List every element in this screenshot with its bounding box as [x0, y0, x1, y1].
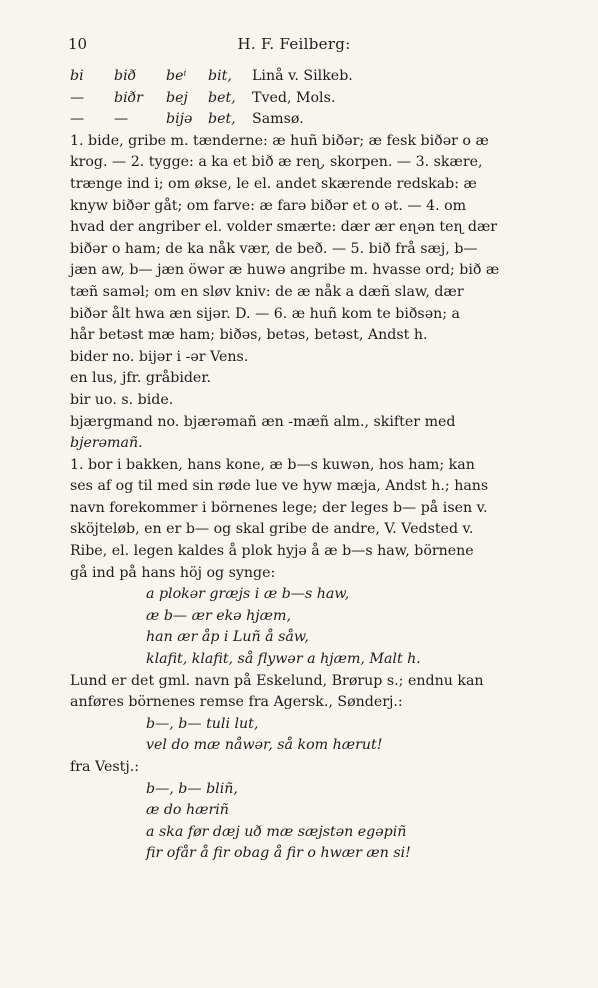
text-line: bjerəmañ. [70, 435, 143, 452]
form-col2: biðr [114, 89, 143, 106]
text-line: anføres börnenes remse fra Agersk., Sønderj.: [70, 694, 403, 711]
entry-bjaergmand: bjærgmand no. bjærəmañ æn -mæñ alm., skifter med [70, 413, 456, 430]
form-col2: bið [114, 68, 137, 84]
verse-2 [70, 714, 518, 757]
form-col4: bit, [208, 68, 232, 84]
text-line: tæñ saməl; om en sløv kniv: de æ nåk a dæñ slaw, dær [70, 283, 464, 300]
text-line: gå ind på hans höj og synge: [70, 564, 276, 581]
form-location: Samsø. [252, 111, 304, 128]
text-line: biðər ålt hwa æn sijər. D. — 6. æ huñ kom te biðsən; a [70, 305, 460, 322]
text-line: Lund er det gml. navn på Eskelund, Brørup s.; endnu kan [70, 672, 484, 689]
definition-bide [70, 131, 518, 347]
text-line: krog. — 2. tygge: a ka et bið æ reɳ, skorpen. — 3. skære, [70, 154, 483, 171]
definition-bjaergmand [70, 455, 518, 585]
text-line: knyw biðər gåt; om farve: æ farə biðər et o ət. — 4. om [70, 197, 467, 214]
form-col2: — [114, 111, 129, 128]
verse-line: a ska før dæj uð mæ sæjstən egəpiñ [146, 823, 407, 840]
verse-line: æ b— ær ekə hjæm, [146, 607, 291, 624]
form-table [70, 66, 518, 131]
verse-1 [70, 584, 518, 670]
text-line: hår betəst mæ ham; biðəs, betəs, betəst, Andst h. [70, 327, 428, 344]
verse-line: fir ofår å fir obag å fir o hwær æn si! [146, 845, 411, 862]
form-row [70, 109, 518, 131]
source-note: fra Vestj.: [70, 759, 140, 775]
text-line: jæn aw, b— jæn öwər æ huwə angribe m. hvasse ord; bið æ [70, 262, 500, 279]
form-location: Linå v. Silkeb. [252, 68, 353, 84]
verse-line: han ær åp i Luñ å såw, [146, 629, 309, 646]
verse-line: vel do mæ nåwər, så kom hærut! [146, 737, 383, 754]
verse-line: b—, b— tuli lut, [146, 715, 259, 732]
verse-line: a plokər græjs i æ b—s haw, [146, 586, 350, 603]
text-line: 1. bide, gribe m. tænderne: æ huñ biðər; æ fesk biðər o æ [70, 132, 489, 149]
entries [70, 347, 518, 455]
body-3 [70, 671, 518, 714]
page-number: 10 [68, 35, 88, 53]
entry-bider: bider no. bijər i -ər Vens. [70, 348, 249, 365]
text-line: Ribe, el. legen kaldes å plok hyjə å æ b—s haw, börnene [70, 543, 474, 560]
form-col3: beⁱ [166, 68, 187, 84]
form-col1: — [70, 89, 85, 106]
form-row [70, 88, 518, 110]
form-col3: bijə [166, 111, 193, 128]
form-row [70, 66, 518, 88]
text-line: 1. bor i bakken, hans kone, æ b—s kuwən, hos ham; kan [70, 456, 475, 473]
running-head: H. F. Feilberg: [237, 35, 351, 53]
verse-line: klafit, klafit, så flywər a hjæm, Malt h. [146, 651, 421, 668]
header [70, 28, 518, 62]
form-location: Tved, Mols. [252, 89, 336, 106]
text-line: sköjteløb, en er b— og skal gribe de andre, V. Vedsted v. [70, 521, 474, 538]
text-line: ses af og til med sin røde lue ve hyw mæja, Andst h.; hans [70, 478, 489, 495]
verse-line: æ do hæriñ [146, 802, 229, 819]
text-line: hvad der angriber el. volder smærte: dær ær eɳən teɳ dær [70, 219, 498, 236]
verse-3 [70, 779, 518, 865]
verse-line: b—, b— bliñ, [146, 780, 238, 797]
form-col1: bi [70, 68, 84, 84]
form-col3: bej [166, 89, 188, 106]
entry-bir: bir uo. s. bide. [70, 391, 174, 408]
text-line: navn forekommer i börnenes lege; der leges b— på isen v. [70, 499, 488, 516]
form-col1: — [70, 111, 85, 128]
text-line: en lus, jfr. gråbider. [70, 370, 212, 387]
text-line: trænge ind i; om økse, le el. andet skærende redskab: æ [70, 175, 477, 192]
form-col4: bet, [208, 111, 236, 128]
text-line: biðər o ham; de ka nåk vær, de beð. — 5. bið frå sæj, b— [70, 240, 478, 257]
form-col4: bet, [208, 89, 236, 106]
